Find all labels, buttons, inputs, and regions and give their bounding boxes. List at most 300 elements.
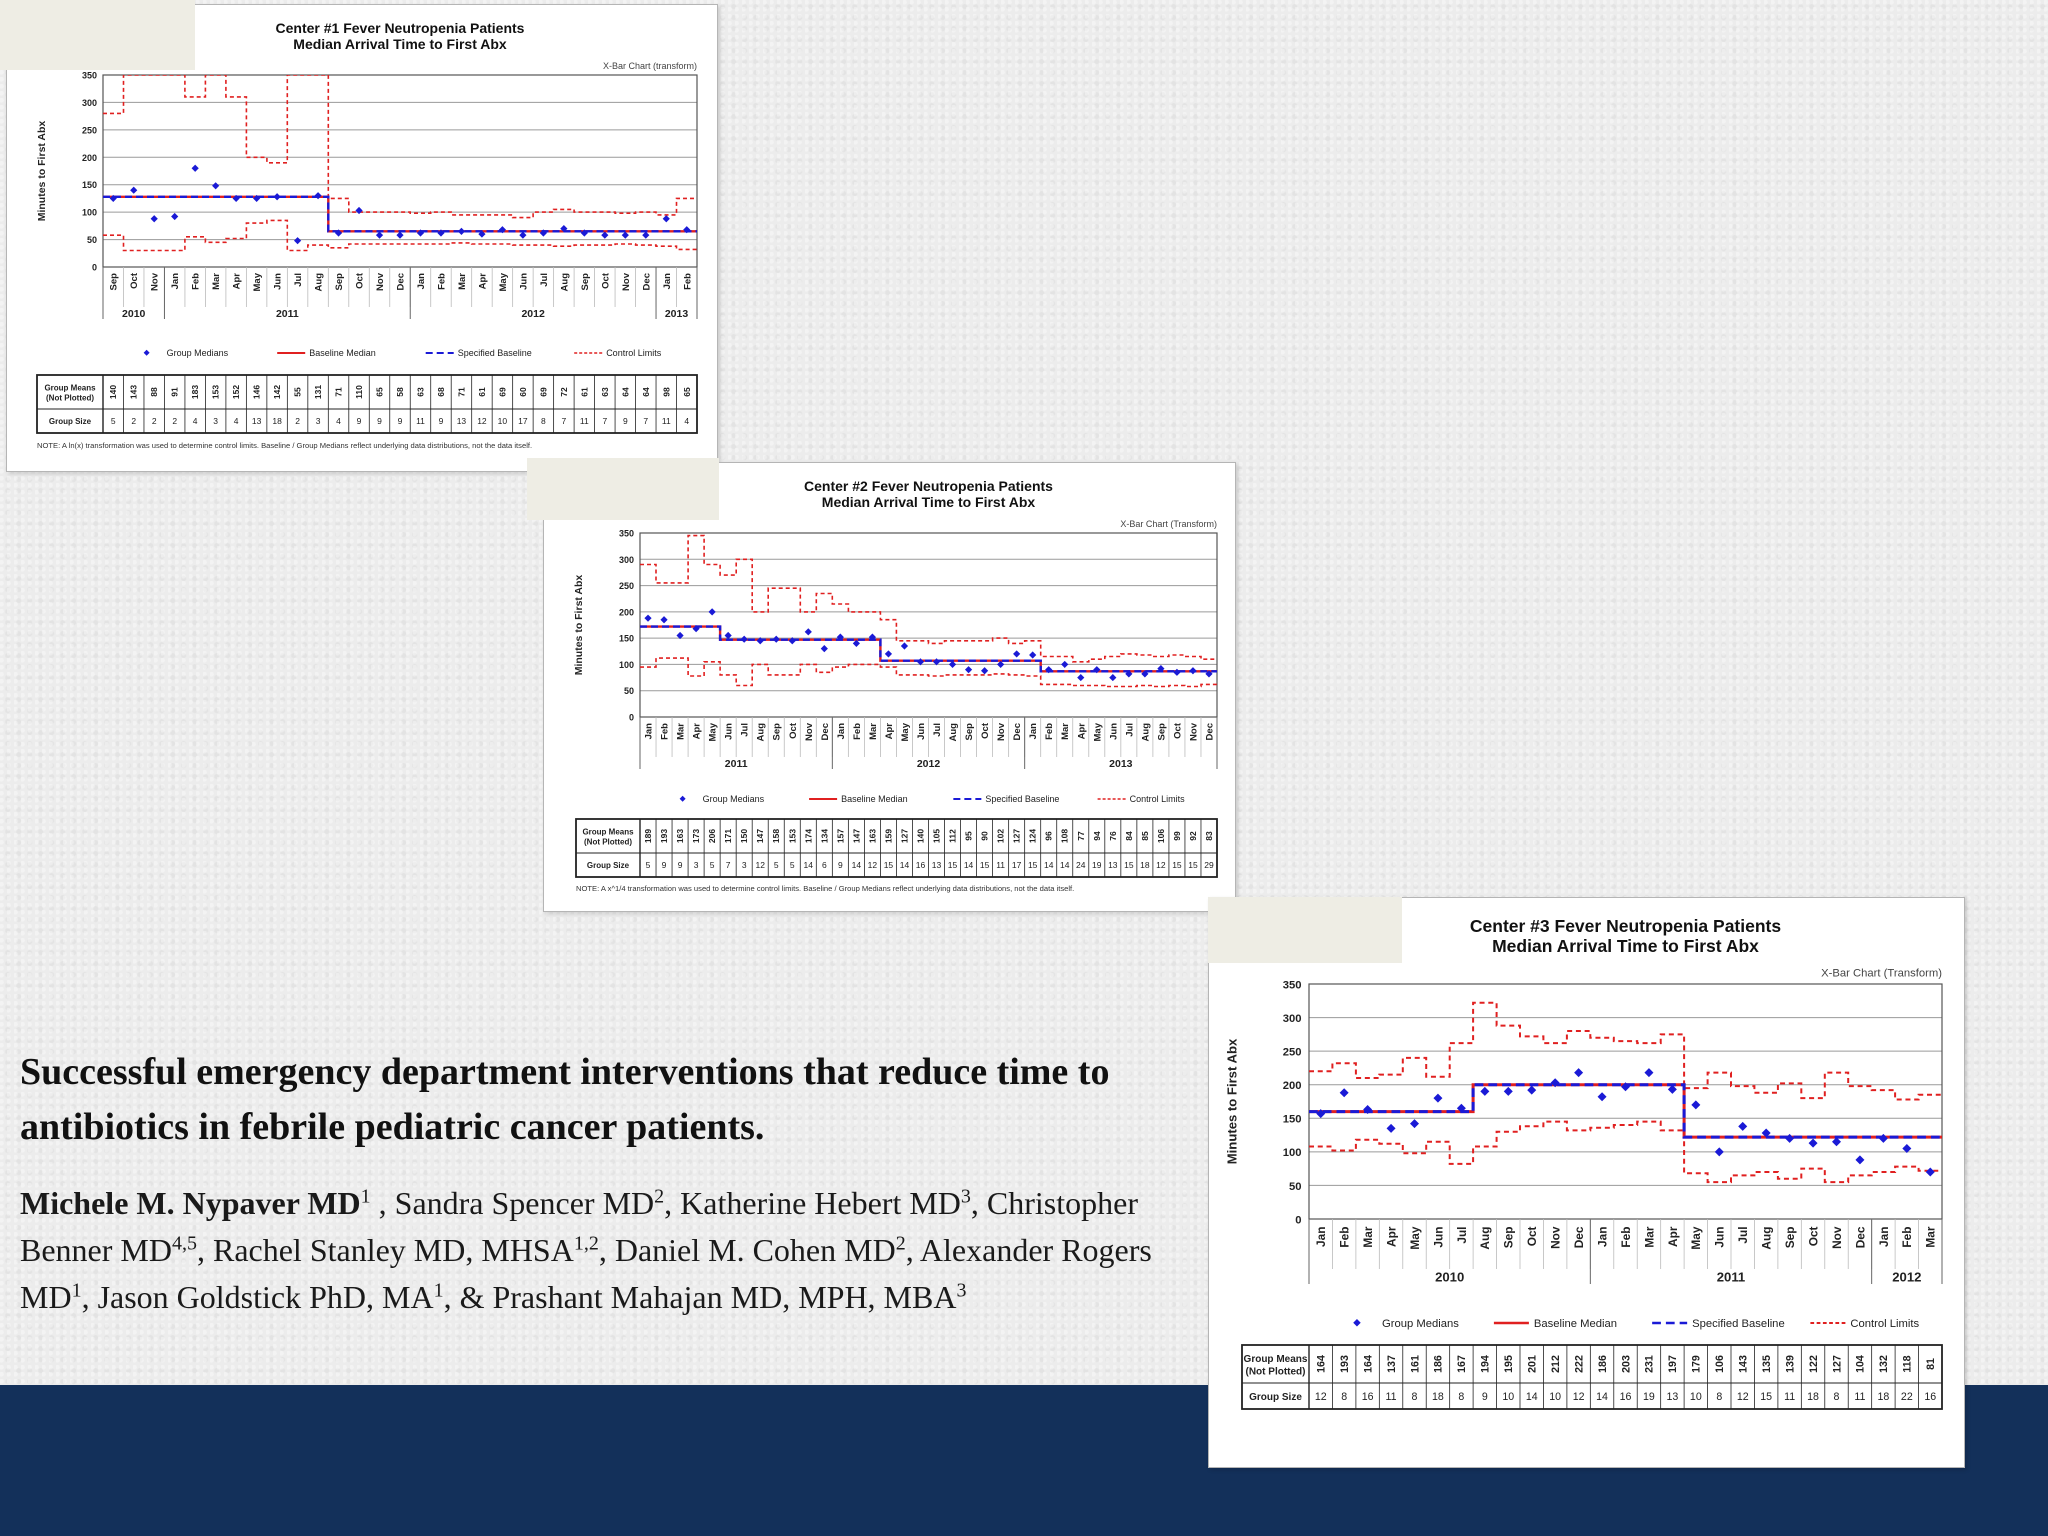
data-table-group-size: 12 <box>477 416 487 426</box>
legend-label: Control Limits <box>1850 1318 1920 1330</box>
data-table-group-mean: 174 <box>803 828 814 844</box>
data-table-group-size: 9 <box>837 860 843 870</box>
group-median-point <box>1340 1088 1349 1097</box>
data-table-group-mean: 60 <box>517 387 528 397</box>
legend-label: Specified Baseline <box>985 794 1060 805</box>
specified-baseline-line <box>103 197 697 232</box>
author-affiliation: 1 <box>360 1185 371 1208</box>
data-table-group-mean: 195 <box>1503 1355 1516 1373</box>
y-tick-label: 100 <box>618 659 634 670</box>
x-tick-label: Oct <box>129 273 141 289</box>
data-table-group-mean: 152 <box>231 384 242 400</box>
x-tick-label: Nov <box>996 723 1008 741</box>
group-median-point <box>151 215 158 222</box>
group-median-point <box>885 650 892 657</box>
x-tick-label: Jun <box>1108 723 1120 740</box>
data-table-group-mean: 99 <box>1171 831 1182 841</box>
group-median-point <box>519 232 526 239</box>
data-table-group-mean: 212 <box>1549 1355 1562 1373</box>
group-median-point <box>1668 1085 1677 1094</box>
x-tick-label: Nov <box>620 273 632 291</box>
data-table-group-size: 10 <box>1689 1390 1702 1403</box>
x-tick-label: Jun <box>723 723 735 740</box>
x-tick-label: Jul <box>1124 723 1136 737</box>
x-tick-label: Nov <box>149 273 161 291</box>
group-median-point <box>1574 1068 1583 1077</box>
group-median-point <box>949 661 956 668</box>
group-median-point <box>622 232 629 239</box>
author-affiliation: 3 <box>956 1279 967 1302</box>
chart-panel-center-1 <box>6 4 718 472</box>
data-table-row-label-line: (Not Plotted) <box>584 837 632 847</box>
author-name: Daniel M. Cohen MD <box>614 1232 896 1268</box>
data-table-group-mean: 69 <box>538 387 549 397</box>
x-tick-label: Oct <box>600 273 612 289</box>
x-tick-label: Sep <box>1782 1226 1797 1249</box>
chart-center-2 <box>544 463 1236 912</box>
data-table-group-mean: 84 <box>1123 831 1134 841</box>
data-table-group-mean: 193 <box>1338 1355 1351 1373</box>
data-table-group-size: 11 <box>1854 1390 1866 1403</box>
x-tick-label: Sep <box>579 273 591 291</box>
data-table-row-label <box>44 384 96 403</box>
x-tick-label: Jul <box>932 723 944 737</box>
x-tick-label: Aug <box>755 723 767 742</box>
data-table-group-size: 18 <box>1140 860 1150 870</box>
data-table-group-mean: 137 <box>1385 1355 1398 1373</box>
x-tick-label: Oct <box>787 723 799 739</box>
x-tick-label: Mar <box>675 723 687 740</box>
data-table-group-mean: 159 <box>883 828 894 844</box>
x-tick-label: Sep <box>108 273 120 291</box>
author-affiliation: 2 <box>654 1185 665 1208</box>
data-table-group-size: 11 <box>1385 1390 1397 1403</box>
x-tick-label: Apr <box>691 723 703 740</box>
data-table-group-size: 11 <box>416 416 425 426</box>
data-table-group-size: 24 <box>1076 860 1086 870</box>
author-name: Katherine Hebert MD <box>680 1185 961 1221</box>
x-tick-label: Apr <box>477 273 489 290</box>
author-affiliation: 3 <box>960 1185 971 1208</box>
author-name: Alexander Rogers MD <box>20 1232 1152 1315</box>
data-table-group-size: 11 <box>579 416 589 426</box>
x-tick-label: Jun <box>518 273 530 290</box>
corner-patch <box>527 458 719 520</box>
data-table-group-size: 17 <box>518 416 528 426</box>
x-tick-label: Jul <box>293 273 305 287</box>
group-median-point <box>1029 651 1036 658</box>
data-table-group-size: 9 <box>661 860 667 870</box>
data-table-group-mean: 122 <box>1807 1355 1820 1373</box>
data-table-group-mean: 132 <box>1878 1355 1891 1373</box>
y-axis-label: Minutes to First Abx <box>573 574 585 676</box>
corner-patch <box>0 0 195 70</box>
group-median-point <box>1387 1124 1396 1133</box>
y-axis-label: Minutes to First Abx <box>1224 1038 1240 1165</box>
x-tick-label: Mar <box>867 723 879 740</box>
y-tick-label: 100 <box>1282 1147 1302 1160</box>
group-median-point <box>644 615 651 622</box>
y-tick-label: 200 <box>1282 1080 1302 1093</box>
x-tick-label: Apr <box>1384 1226 1399 1247</box>
data-table-group-size: 8 <box>541 416 546 426</box>
data-table-group-size: 15 <box>883 860 894 870</box>
x-tick-label: Jan <box>1595 1226 1610 1247</box>
x-tick-label: Apr <box>231 273 243 290</box>
data-table-group-size: 4 <box>336 416 341 426</box>
data-table-group-mean: 55 <box>292 387 303 397</box>
group-median-point <box>981 667 988 674</box>
data-table-group-size: 15 <box>1124 860 1134 870</box>
x-tick-label: Feb <box>190 273 202 290</box>
x-tick-label: Jun <box>272 273 284 290</box>
data-table-group-mean: 158 <box>771 828 782 844</box>
chart-subtitle: Median Arrival Time to First Abx <box>821 494 1036 510</box>
year-label: 2013 <box>664 308 689 320</box>
data-table-group-mean: 203 <box>1620 1355 1633 1373</box>
data-table-group-mean: 186 <box>1432 1355 1445 1373</box>
group-median-point <box>1785 1134 1794 1143</box>
data-table-group-size: 3 <box>741 860 747 870</box>
data-table-group-size: 29 <box>1204 860 1214 870</box>
data-table-group-mean: 64 <box>620 387 631 397</box>
author-name: Christopher Benner MD <box>20 1185 1138 1268</box>
data-table-group-mean: 194 <box>1479 1355 1492 1373</box>
author-name: Rachel Stanley MD, MHSA <box>212 1232 574 1268</box>
data-table-group-size: 10 <box>1549 1390 1562 1403</box>
y-tick-label: 250 <box>618 581 634 592</box>
x-tick-label: Sep <box>1501 1226 1516 1249</box>
x-tick-label: Aug <box>313 273 325 292</box>
group-median-point <box>1855 1155 1864 1164</box>
y-tick-label: 300 <box>1282 1012 1302 1025</box>
group-median-point <box>741 636 748 643</box>
data-table-group-mean: 171 <box>723 828 734 844</box>
data-table-group-mean: 206 <box>707 828 718 844</box>
year-label: 2011 <box>724 758 748 770</box>
group-median-point <box>663 215 670 222</box>
data-table-group-size: 15 <box>1188 860 1198 870</box>
data-table-group-mean: 104 <box>1854 1355 1867 1373</box>
x-tick-label: Nov <box>803 723 815 741</box>
x-tick-label: Apr <box>1665 1226 1680 1247</box>
data-table-group-size: 15 <box>947 860 958 870</box>
x-tick-label: Nov <box>1548 1226 1563 1249</box>
x-tick-label: Mar <box>211 273 223 290</box>
legend-label: Control Limits <box>1129 794 1185 805</box>
data-table-group-mean: 77 <box>1075 831 1086 841</box>
data-table-group-mean: 69 <box>497 387 508 397</box>
group-median-point <box>274 193 281 200</box>
data-table-group-mean: 63 <box>415 387 426 397</box>
author-name: Michele M. Nypaver MD <box>20 1185 361 1221</box>
chart-panel-center-2 <box>543 462 1236 912</box>
data-table-row-label-line: (Not Plotted) <box>46 393 94 403</box>
data-table-group-size: 18 <box>1877 1390 1890 1403</box>
plot-area <box>640 536 1217 687</box>
group-median-point <box>1013 650 1020 657</box>
data-table-group-mean: 105 <box>931 828 942 844</box>
data-table-group-mean: 65 <box>374 387 385 397</box>
data-table-row-label-line: Group Means <box>582 827 634 837</box>
x-tick-label: Nov <box>1829 1226 1844 1249</box>
data-table-group-mean: 157 <box>835 828 846 844</box>
author-name: Prashant Mahajan MD, MPH, MBA <box>492 1279 957 1315</box>
data-table-group-size: 17 <box>1011 860 1022 870</box>
legend-label: Group Medians <box>702 794 765 805</box>
x-tick-label: May <box>497 273 509 292</box>
data-table-group-mean: 96 <box>1043 831 1054 841</box>
data-table-group-size: 13 <box>251 416 262 426</box>
data-table-group-size: 14 <box>1596 1390 1608 1403</box>
data-table-group-mean: 95 <box>963 831 974 841</box>
data-table-group-size: 9 <box>677 860 683 870</box>
data-table-group-mean: 189 <box>643 828 654 844</box>
data-table-group-size: 4 <box>192 416 198 426</box>
data-table-group-size: 9 <box>1481 1390 1488 1403</box>
data-table-group-size: 3 <box>213 416 219 426</box>
group-median-point <box>821 645 828 652</box>
data-table-group-size: 13 <box>1666 1390 1679 1403</box>
x-tick-label: Aug <box>1478 1226 1493 1250</box>
data-table-group-size: 5 <box>645 860 651 870</box>
year-label: 2011 <box>1716 1269 1746 1285</box>
data-table-group-mean: 63 <box>599 387 610 397</box>
legend-label: Baseline Median <box>309 348 376 359</box>
legend-label: Group Medians <box>166 348 229 359</box>
data-table-group-size: 2 <box>295 416 300 426</box>
y-tick-label: 350 <box>618 528 634 539</box>
group-median-point <box>709 608 716 615</box>
data-table-group-mean: 110 <box>354 385 365 399</box>
year-label: 2011 <box>275 308 299 320</box>
year-label: 2010 <box>122 308 146 320</box>
data-table-group-size: 8 <box>1716 1390 1723 1403</box>
data-table-group-mean: 153 <box>787 828 798 844</box>
x-tick-label: May <box>1092 723 1104 742</box>
data-table-group-mean: 108 <box>1059 828 1070 844</box>
group-median-point <box>1527 1086 1536 1095</box>
data-table-group-mean: 68 <box>435 387 446 397</box>
y-tick-label: 150 <box>1282 1113 1302 1126</box>
x-tick-label: Mar <box>1923 1226 1938 1248</box>
author-name: Sandra Spencer MD <box>394 1185 655 1221</box>
x-tick-label: Dec <box>1853 1226 1868 1249</box>
author-affiliation: 4,5 <box>171 1232 197 1255</box>
data-table-group-size: 15 <box>1172 860 1182 870</box>
data-table-group-mean: 139 <box>1784 1355 1797 1373</box>
x-tick-label: May <box>707 723 719 742</box>
x-tick-label: Apr <box>883 723 895 740</box>
group-median-point <box>130 187 137 194</box>
x-tick-label: Jan <box>643 723 655 740</box>
data-table-group-size: 4 <box>233 416 239 426</box>
data-table-group-mean: 65 <box>681 387 692 397</box>
group-median-point <box>901 642 908 649</box>
x-tick-label: Aug <box>559 273 571 292</box>
x-tick-label: Jul <box>1736 1226 1751 1244</box>
group-median-point <box>1879 1134 1888 1143</box>
data-table-group-size: 3 <box>693 860 699 870</box>
data-table-group-size: 13 <box>1108 860 1118 870</box>
data-table-group-mean: 88 <box>149 387 160 397</box>
data-table-group-mean: 140 <box>915 828 926 844</box>
group-median-point <box>314 192 321 199</box>
data-table-group-size: 14 <box>1525 1390 1538 1403</box>
data-table-group-size: 2 <box>151 416 157 426</box>
data-table-group-size: 8 <box>1341 1390 1348 1403</box>
data-table-group-size: 14 <box>803 860 814 870</box>
data-table-group-size: 15 <box>1760 1390 1773 1403</box>
data-table-row-label: Group Size <box>48 417 92 426</box>
data-table-group-mean: 58 <box>395 387 405 397</box>
y-tick-label: 250 <box>81 125 97 136</box>
data-table-group-size: 3 <box>315 416 321 426</box>
chart-center-3 <box>1209 898 1965 1468</box>
data-table-group-size: 14 <box>963 860 974 870</box>
chart-kind-label: X-Bar Chart (Transform) <box>1821 967 1942 980</box>
legend-label: Control Limits <box>606 348 662 359</box>
x-tick-label: Dec <box>1204 723 1216 741</box>
data-table-group-mean: 76 <box>1107 831 1118 841</box>
data-table-group-mean: 143 <box>128 384 139 400</box>
data-table-group-size: 9 <box>356 416 362 426</box>
data-table-group-mean: 201 <box>1526 1355 1539 1373</box>
x-tick-label: Sep <box>964 723 976 741</box>
data-table-row-label-line: (Not Plotted) <box>1245 1366 1306 1378</box>
data-table-group-size: 7 <box>602 416 608 426</box>
x-tick-label: Feb <box>1618 1226 1633 1248</box>
group-median-point <box>1926 1168 1935 1177</box>
group-median-point <box>1433 1094 1442 1103</box>
group-median-point <box>294 237 301 244</box>
y-tick-label: 350 <box>1282 979 1302 992</box>
data-table-group-mean: 124 <box>1027 828 1038 844</box>
y-tick-label: 0 <box>91 262 97 273</box>
x-tick-label: Jun <box>1431 1226 1446 1248</box>
data-table-group-mean: 85 <box>1139 831 1150 841</box>
y-tick-label: 350 <box>81 70 97 81</box>
data-table-group-size: 19 <box>1643 1390 1655 1403</box>
x-tick-label: Aug <box>1140 723 1152 742</box>
data-table-group-size: 8 <box>1458 1390 1465 1403</box>
data-table-group-size: 12 <box>867 860 878 870</box>
year-label: 2013 <box>1109 758 1133 770</box>
data-table-group-mean: 91 <box>169 387 180 397</box>
plot-frame <box>640 533 1217 717</box>
x-tick-label: May <box>1689 1226 1704 1250</box>
data-table-group-size: 5 <box>110 416 116 426</box>
group-median-point <box>1480 1087 1489 1096</box>
group-median-point <box>601 232 608 239</box>
y-tick-label: 300 <box>618 554 634 565</box>
y-tick-label: 0 <box>628 712 634 723</box>
group-median-point <box>376 232 383 239</box>
group-median-point <box>1109 674 1116 681</box>
group-median-point <box>396 232 403 239</box>
x-tick-label: Oct <box>1806 1226 1821 1247</box>
data-table-group-size: 15 <box>1027 860 1038 870</box>
data-table-group-mean: 112 <box>947 829 958 843</box>
legend-label: Baseline Median <box>841 794 908 805</box>
chart-note: NOTE: A ln(x) transformation was used to determine control limits. Baseline / Group Medians reflect underlying data distributions, not the data itself. <box>37 441 533 450</box>
x-tick-label: Jan <box>661 273 673 290</box>
group-median-point <box>1077 674 1084 681</box>
x-tick-label: Jan <box>415 273 427 290</box>
data-table-group-size: 7 <box>561 416 567 426</box>
data-table-group-mean: 164 <box>1315 1355 1328 1373</box>
group-median-point <box>805 628 812 635</box>
x-tick-label: Jan <box>835 723 847 740</box>
chart-title: Center #1 Fever Neutropenia Patients <box>275 20 525 36</box>
data-table-group-mean: 231 <box>1643 1355 1656 1373</box>
data-table-group-size: 12 <box>755 860 765 870</box>
data-table-group-size: 14 <box>1043 860 1054 870</box>
data-table-group-mean: 193 <box>659 828 670 844</box>
x-tick-label: Feb <box>1044 723 1056 740</box>
data-table-group-size: 14 <box>899 860 910 870</box>
data-table-group-size: 4 <box>684 416 690 426</box>
x-tick-label: Aug <box>948 723 960 742</box>
corner-patch <box>1208 897 1402 963</box>
data-table-group-size: 22 <box>1900 1390 1913 1403</box>
x-tick-label: Mar <box>1060 723 1072 740</box>
group-median-point <box>1410 1119 1419 1128</box>
plot-area <box>103 75 697 251</box>
data-table-group-size: 13 <box>456 416 467 426</box>
x-tick-label: Dec <box>641 273 653 291</box>
group-median-point <box>1691 1100 1700 1109</box>
data-table-group-mean: 222 <box>1573 1355 1586 1373</box>
x-tick-label: Sep <box>1156 723 1168 741</box>
data-table-group-mean: 161 <box>1409 1355 1422 1373</box>
data-table-group-size: 7 <box>643 416 649 426</box>
data-table-group-size: 18 <box>1432 1390 1444 1403</box>
data-table-group-mean: 81 <box>1925 1358 1938 1370</box>
chart-center-1 <box>7 5 718 472</box>
y-tick-label: 100 <box>81 207 97 218</box>
data-table-row-label: Group Size <box>586 861 630 870</box>
group-median-point <box>458 228 465 235</box>
data-table-group-mean: 147 <box>851 828 862 844</box>
data-table-group-size: 9 <box>397 416 403 426</box>
y-tick-label: 150 <box>81 180 97 191</box>
year-label: 2012 <box>1892 1269 1922 1285</box>
group-median-point <box>1738 1122 1747 1131</box>
x-tick-label: Jun <box>915 723 927 740</box>
data-table-group-size: 16 <box>1924 1390 1937 1403</box>
group-median-point <box>997 661 1004 668</box>
x-tick-label: Dec <box>1571 1226 1586 1249</box>
x-tick-label: Feb <box>682 273 694 290</box>
data-table-group-mean: 183 <box>190 384 201 400</box>
x-tick-label: May <box>1407 1226 1422 1250</box>
data-table-group-size: 12 <box>1572 1390 1585 1403</box>
x-tick-label: Dec <box>1012 723 1024 741</box>
group-median-point <box>1644 1068 1653 1077</box>
data-table-group-mean: 131 <box>313 384 324 400</box>
x-tick-label: Sep <box>334 273 346 291</box>
data-table-group-mean: 150 <box>739 828 750 844</box>
x-tick-label: Mar <box>1642 1226 1657 1248</box>
chart-kind-label: X-Bar Chart (Transform) <box>1120 519 1217 529</box>
data-table-group-mean: 127 <box>1831 1355 1844 1373</box>
data-table-group-size: 2 <box>172 416 178 426</box>
x-tick-label: Jan <box>1876 1226 1891 1247</box>
data-table-group-mean: 83 <box>1203 831 1214 841</box>
data-table-group-size: 8 <box>1833 1390 1840 1403</box>
y-tick-label: 50 <box>623 686 634 697</box>
